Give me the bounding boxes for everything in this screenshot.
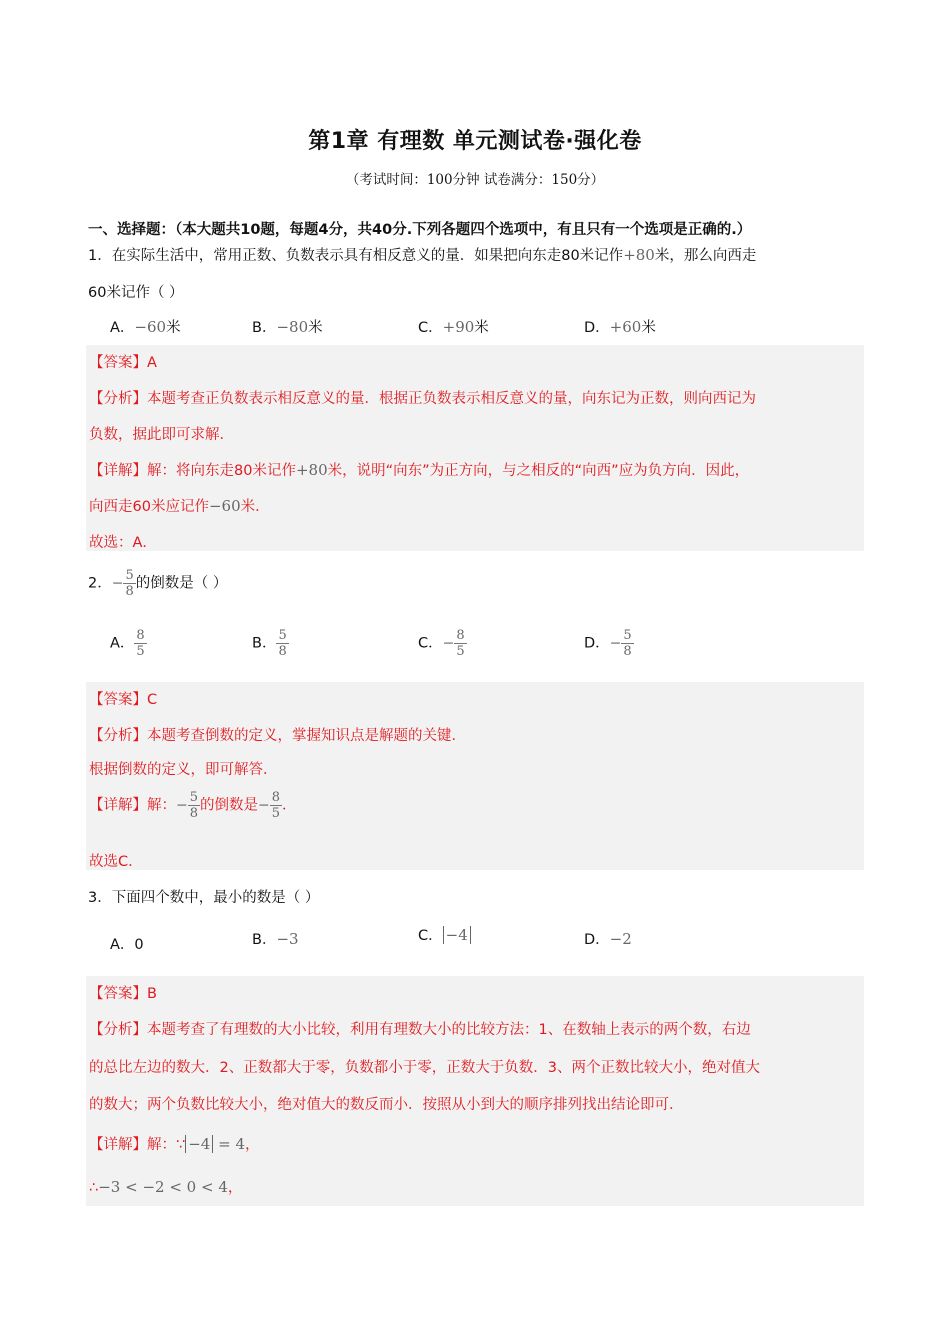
analysis-line: 【分析】本题考查了有理数的大小比较，利用有理数大小的比较方法：1、在数轴上表示的两个数，右边 — [89, 1022, 751, 1038]
question-1-option-b: B．−80米 — [252, 318, 323, 336]
page-title: 第1章 有理数 单元测试卷·强化卷 — [308, 129, 642, 154]
fraction: $\frac{5}{8}$ — [125, 568, 134, 599]
analysis-line: 的数大；两个负数比较大小，绝对值大的数反而小．按照从小到大的顺序排列找出结论即可． — [89, 1097, 684, 1113]
answer: 【答案】B — [89, 986, 157, 1002]
question-1-stem-line1: 1．在实际生活中，常用正数、负数表示具有相反意义的量．如果把向东走80米记作+80米，那么向西走 — [88, 246, 757, 264]
question-2-option-a: A． $\frac{8}{5}$ — [110, 628, 145, 659]
detail-line: 【详解】解：∵ −4 = 4， — [89, 1135, 260, 1153]
question-1-option-a: A．−60米 — [110, 318, 181, 336]
question-2-solution-box — [86, 682, 864, 870]
question-3-option-c: C． −4 — [418, 924, 471, 945]
analysis-line: 负数，据此即可求解． — [89, 427, 234, 443]
analysis-line: 根据倒数的定义，即可解答． — [89, 762, 278, 778]
question-3-stem: 3．下面四个数中，最小的数是（ ） — [88, 890, 320, 906]
question-3-option-a: A．0 — [110, 937, 144, 953]
question-3-option-b: B．−3 — [252, 930, 299, 948]
question-2-stem: 2．− $\frac{5}{8}$ 的倒数是（ ） — [88, 568, 228, 599]
question-1-stem-line2: 60米记作（ ） — [88, 285, 184, 301]
detail-line: 向西走60米应记作−60米． — [89, 497, 270, 515]
choice-line: 故选：A． — [89, 535, 157, 551]
question-3-solution-box — [86, 976, 864, 1206]
question-1-option-c: C．+90米 — [418, 318, 489, 336]
section-heading: 一、选择题：（本大题共10题，每题4分，共40分.下列各题四个选项中，有且只有一个选项是正确的.） — [88, 222, 752, 238]
question-1-solution-box — [86, 345, 864, 551]
math-expression: +80 — [623, 246, 655, 264]
detail-line: 【详解】解：将向东走80米记作+80米，说明“向东”为正方向，与之相反的“向西”应为负方向．因此， — [89, 461, 750, 479]
detail-line: 【详解】解：− $\frac{5}{8}$ 的倒数是− $\frac{8}{5}$ ． — [89, 790, 297, 821]
question-3-option-d: D．−2 — [584, 930, 632, 948]
conclusion-line: ∴−3 < −2 < 0 < 4， — [89, 1178, 243, 1196]
question-2-option-d: D．− $\frac{5}{8}$ — [584, 628, 632, 659]
analysis-line: 【分析】本题考查倒数的定义，掌握知识点是解题的关键． — [89, 728, 466, 744]
question-2-option-b: B． $\frac{5}{8}$ — [252, 628, 287, 659]
question-2-option-c: C．− $\frac{8}{5}$ — [418, 628, 465, 659]
answer: 【答案】A — [89, 355, 157, 371]
question-1-option-d: D．+60米 — [584, 318, 656, 336]
choice-line: 故选C． — [89, 854, 143, 870]
exam-info: （考试时间：100分钟 试卷满分：150分） — [345, 172, 605, 188]
analysis-line: 【分析】本题考查正负数表示相反意义的量．根据正负数表示相反意义的量，向东记为正数，则向西记为 — [89, 391, 756, 407]
answer: 【答案】C — [89, 692, 158, 708]
analysis-line: 的总比左边的数大．2、正数都大于零，负数都小于零，正数大于负数．3、两个正数比较大小，绝对值大 — [89, 1060, 760, 1076]
